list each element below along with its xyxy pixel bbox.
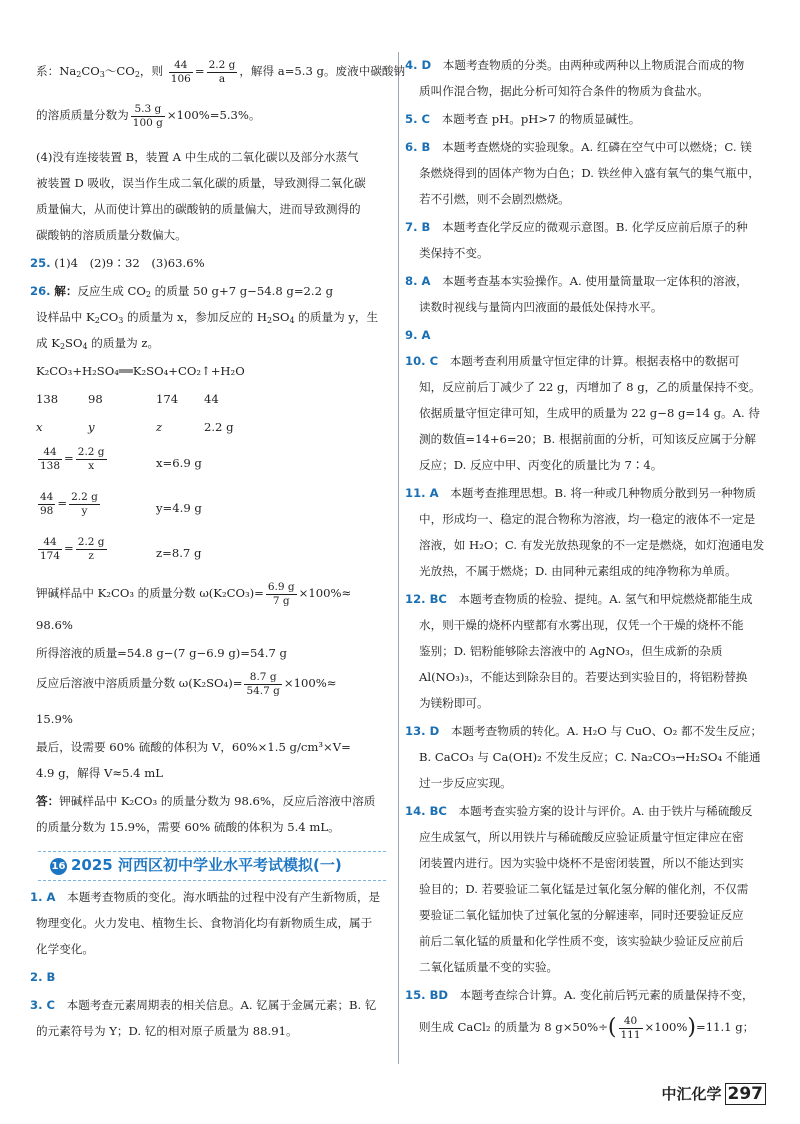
- text-line: 二氧化锰质量不变的实验。: [419, 960, 559, 974]
- text-line: 所得溶液的质量=54.8 g−(7 g−6.9 g)=54.7 g: [36, 646, 287, 660]
- text-line: 水，则干燥的烧杯内壁都有水雾出现，仅凭一个干燥的烧杯不能: [419, 618, 744, 632]
- text-line: 若不引燃，则不会剧烈燃烧。: [419, 192, 570, 206]
- text-line: 的元素符号为 Y；D. 钇的相对原子质量为 88.91。: [36, 1024, 298, 1038]
- text-line: 的溶质质量分数为 $\frac{5.3 g}{100 g}$ ×100%=5.3%。: [36, 103, 261, 129]
- text-line: 被装置 D 吸收，误当作生成二氧化碳的质量，导致测得二氧化碳: [36, 176, 366, 190]
- question-9: 9. A: [405, 328, 431, 342]
- question-4: 4. D 本题考查物质的分类。由两种或两种以上物质混合而成的物: [405, 58, 745, 72]
- section-title: 16 2025 河西区初中学业水平考试模拟(一): [51, 856, 342, 874]
- text-line: 反应后溶液中溶质质量分数 ω(K₂SO₄)= $\frac{8.7 g}{54.7 g}$ ×100%≈: [36, 671, 337, 697]
- question-6: 6. B 本题考查燃烧的实验现象。A. 红磷在空气中可以燃烧；C. 镁: [405, 140, 752, 154]
- text-line: 钾碱样品中 K₂CO₃ 的质量分数 ω(K₂CO₃)= $\frac{6.9 g}{7 g}$ ×100%≈: [36, 581, 352, 607]
- text-line: 过一步反应实现。: [419, 776, 512, 790]
- question-26: 26. 解：反应生成 $CO_2$ 的质量 50 g+7 g−54.8 g=2.2 g: [30, 284, 334, 299]
- molar-mass: 44: [204, 392, 219, 406]
- text-line: 化学变化。: [36, 942, 94, 956]
- text-line: 15.9%: [36, 712, 73, 726]
- text-line: 98.6%: [36, 618, 73, 632]
- question-5: 5. C 本题考查 pH。pH>7 的物质显碱性。: [405, 112, 641, 126]
- question-15: 15. BD 本题考查综合计算。A. 变化前后钙元素的质量保持不变，: [405, 988, 754, 1002]
- variable: z: [156, 420, 163, 434]
- chemical-equation: K₂CO₃+H₂SO₄══K₂SO₄+CO₂↑+H₂O: [36, 364, 245, 378]
- question-12: 12. BC 本题考查物质的检验、提纯。A. 氢气和甲烷燃烧都能生成: [405, 592, 753, 606]
- ratio-result: z=8.7 g: [156, 546, 202, 560]
- brand-name: 中汇化学: [661, 1085, 722, 1103]
- text-line: 为镁粉即可。: [419, 696, 489, 710]
- fraction: $\frac{44}{106}$: [170, 59, 191, 85]
- text-line: 应生成氢气，所以用铁片与稀硫酸反应验证质量守恒定律应在密: [419, 830, 744, 844]
- ratio-row: $\frac{44}{98}$ = $\frac{2.2 g}{y}$: [40, 491, 98, 517]
- text-line: 测的数值=14+6=20；B. 根据前面的分析，可知该反应属于分解: [419, 432, 756, 446]
- question-2: 2. B: [30, 970, 56, 984]
- fraction: $\frac{2.2 g}{a}$: [208, 59, 236, 85]
- text-line: 类保持不变。: [419, 246, 489, 260]
- text-line: 物理变化。火力发电、植物生长、食物消化均有新物质生成，属于: [36, 916, 373, 930]
- text-line: 最后，设需要 60% 硫酸的体积为 V，60%×1.5 g/cm³×V=: [36, 740, 351, 754]
- text-line: 溶液，如 H₂O；C. 有发光放热现象的不一定是燃烧，如灯泡通电发: [419, 538, 765, 552]
- text-line: 质量偏大，从而使计算出的碳酸钠的质量偏大，进而导致测得的: [36, 202, 361, 216]
- text-line: (4)没有连接装置 B，装置 A 中生成的二氧化碳以及部分水蒸气: [36, 150, 359, 164]
- text-line: 读数时视线与量筒内凹液面的最低处保持水平。: [419, 300, 663, 314]
- text-line: 成 $K_2SO_4$ 的质量为 z。: [36, 336, 160, 351]
- section-divider: [38, 851, 386, 852]
- fraction: $\frac{5.3 g}{100 g}$: [132, 103, 163, 129]
- ratio-result: y=4.9 g: [156, 501, 202, 515]
- text-line: 闭装置内进行。因为实验中烧杯不是密闭装置，所以不能达到实: [419, 856, 744, 870]
- text-line: 设样品中 $K_2CO_3$ 的质量为 x，参加反应的 $H_2SO_4$ 的质量为 y，生: [36, 310, 379, 325]
- question-11: 11. A 本题考查推理思想。B. 将一种或几种物质分散到另一种物质: [405, 486, 756, 500]
- text-line: 光放热，不属于燃烧；D. 由同种元素组成的纯净物称为单质。: [419, 564, 737, 578]
- molar-mass: 174: [156, 392, 179, 406]
- question-8: 8. A 本题考查基本实验操作。A. 使用量筒量取一定体积的溶液，: [405, 274, 748, 288]
- text-line: 碳酸钠的溶质质量分数偏大。: [36, 228, 187, 242]
- text-line: 则生成 CaCl₂ 的质量为 8 g×50%÷( $\frac{40}{111}$ ×100%)=11.1 g；: [419, 1015, 755, 1041]
- text-line: 要验证二氧化锰加快了过氧化氢的分解速率，同时还要验证反应: [419, 908, 744, 922]
- text-line: 4.9 g，解得 V≈5.4 mL: [36, 766, 163, 780]
- variable: y: [88, 420, 95, 434]
- text-line: 知，反应前后丁减少了 22 g，丙增加了 8 g，乙的质量保持不变。: [419, 380, 761, 394]
- variable: 2.2 g: [204, 420, 234, 434]
- variable: x: [36, 420, 43, 434]
- text-line: 反应；D. 反应中甲、丙变化的质量比为 7∶4。: [419, 458, 663, 472]
- question-1: 1. A 本题考查物质的变化。海水晒盐的过程中没有产生新物质，是: [30, 890, 381, 904]
- question-13: 13. D 本题考查物质的转化。A. H₂O 与 CuO、O₂ 都不发生反应；: [405, 724, 763, 738]
- ratio-row: $\frac{44}{138}$ = $\frac{2.2 g}{x}$: [40, 446, 105, 472]
- text-line: 质叫作混合物，据此分析可知符合条件的物质为食盐水。: [419, 84, 709, 98]
- question-25: 25. (1)4 (2)9∶32 (3)63.6%: [30, 256, 205, 270]
- answer-line: 答：钾碱样品中 K₂CO₃ 的质量分数为 98.6%，反应后溶液中溶质: [36, 794, 376, 808]
- text-line: Al(NO₃)₃，不能达到除杂目的。若要达到实验目的，将铝粉替换: [419, 670, 748, 684]
- text-line: 的质量分数为 15.9%，需要 60% 硫酸的体积为 5.4 mL。: [36, 820, 340, 834]
- molar-mass: 98: [88, 392, 103, 406]
- molar-mass: 138: [36, 392, 59, 406]
- question-10: 10. C 本题考查利用质量守恒定律的计算。根据表格中的数据可: [405, 354, 740, 368]
- question-14: 14. BC 本题考查实验方案的设计与评价。A. 由于铁片与稀硫酸反: [405, 804, 753, 818]
- ratio-row: $\frac{44}{174}$ = $\frac{2.2 g}{z}$: [40, 536, 105, 562]
- text-line: 依据质量守恒定律可知，生成甲的质量为 22 g−8 g=14 g。A. 待: [419, 406, 760, 420]
- text-line: B. CaCO₃ 与 Ca(OH)₂ 不发生反应；C. Na₂CO₃→H₂SO₄ 不能通: [419, 750, 761, 764]
- text-line: 中，形成均一、稳定的混合物称为溶液，均一稳定的液体不一定是: [419, 512, 756, 526]
- page-number: 297: [725, 1083, 767, 1105]
- question-3: 3. C 本题考查元素周期表的相关信息。A. 钇属于金属元素；B. 钇: [30, 998, 377, 1012]
- text-line: 鉴别；D. 铝粉能够除去溶液中的 AgNO₃，但生成新的杂质: [419, 644, 723, 658]
- text-line: 验目的；D. 若要验证二氧化锰是过氧化氢分解的催化剂，不仅需: [419, 882, 749, 896]
- section-number-badge: 16: [50, 858, 67, 875]
- text-line: 系：$Na_2CO_3\sim CO_2$，则 $\frac{44}{106}$ = $\frac{2.2 g}{a}$ ，解得 a=5.3 g。废液中碳酸钠: [36, 59, 406, 85]
- column-divider: [398, 52, 399, 1064]
- question-7: 7. B 本题考查化学反应的微观示意图。B. 化学反应前后原子的种: [405, 220, 748, 234]
- text-line: 条燃烧得到的固体产物为白色；D. 铁丝伸入盛有氧气的集气瓶中，: [419, 166, 760, 180]
- section-divider: [38, 880, 386, 881]
- page-footer: [661, 1086, 766, 1103]
- text-line: 前后二氧化锰的质量和化学性质不变，该实验缺少验证反应前后: [419, 934, 744, 948]
- ratio-result: x=6.9 g: [156, 456, 202, 470]
